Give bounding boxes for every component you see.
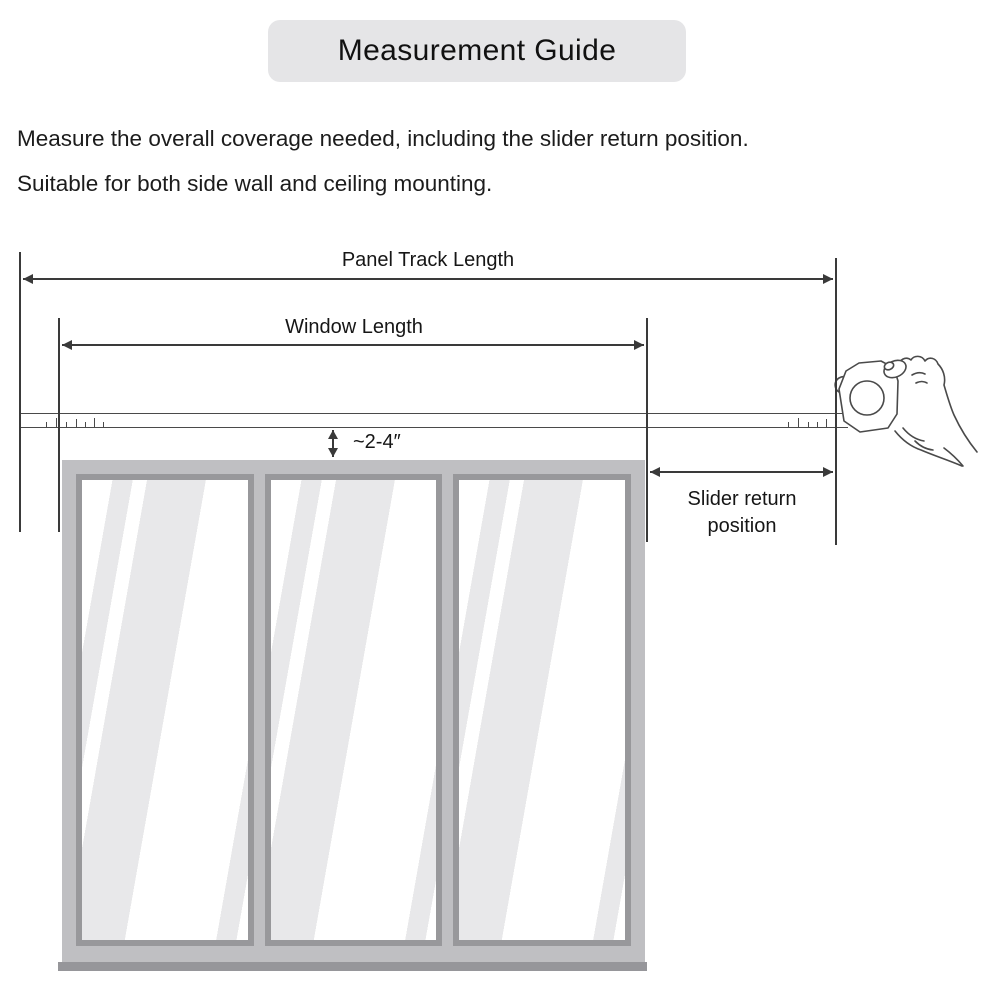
mount-gap-arrow: [332, 430, 333, 457]
page-title: Measurement Guide: [268, 20, 686, 82]
slider-return-label: [688, 486, 797, 540]
panel-track-length-arrow: [23, 278, 833, 279]
tape-reel: [850, 381, 884, 415]
tape-tick: [56, 418, 57, 427]
window-length-arrow: [62, 344, 644, 345]
window-illustration: [62, 460, 645, 962]
hand-icon: [897, 356, 977, 452]
extension-line-track-left: [19, 252, 20, 532]
window-length-label: Window Length: [285, 316, 423, 338]
slider-return-label-line-2: position: [707, 515, 777, 537]
tape-tick: [808, 422, 809, 427]
description-line-1: Measure the overall coverage needed, including the slider return position.: [17, 126, 749, 151]
extension-line-window-right: [646, 318, 647, 542]
description-line-2: Suitable for both side wall and ceiling mounting.: [17, 171, 493, 196]
window-pane-2: [265, 474, 443, 946]
slider-return-arrow: [650, 471, 833, 472]
tape-tick: [85, 422, 86, 427]
tape-tick: [76, 419, 77, 427]
panel-track-length-label: Panel Track Length: [341, 249, 515, 271]
window-pane-1: [76, 474, 254, 946]
extension-line-track-right: [835, 258, 836, 545]
slider-return-label-line-1: Slider return: [687, 488, 797, 510]
window-sill: [58, 962, 647, 971]
tape-measure-icon: [815, 350, 990, 480]
finger-curl: [903, 428, 924, 441]
tape-tick: [66, 422, 67, 427]
tape-measure-band: [20, 413, 848, 428]
tape-tick: [103, 422, 104, 427]
mount-gap-label: ~2-4″: [353, 431, 401, 453]
window-pane-3: [453, 474, 631, 946]
extension-line-window-left: [58, 318, 59, 532]
tape-tick: [788, 422, 789, 427]
tape-tick: [798, 418, 799, 427]
tape-tick: [94, 418, 95, 427]
tape-tick: [46, 422, 47, 427]
